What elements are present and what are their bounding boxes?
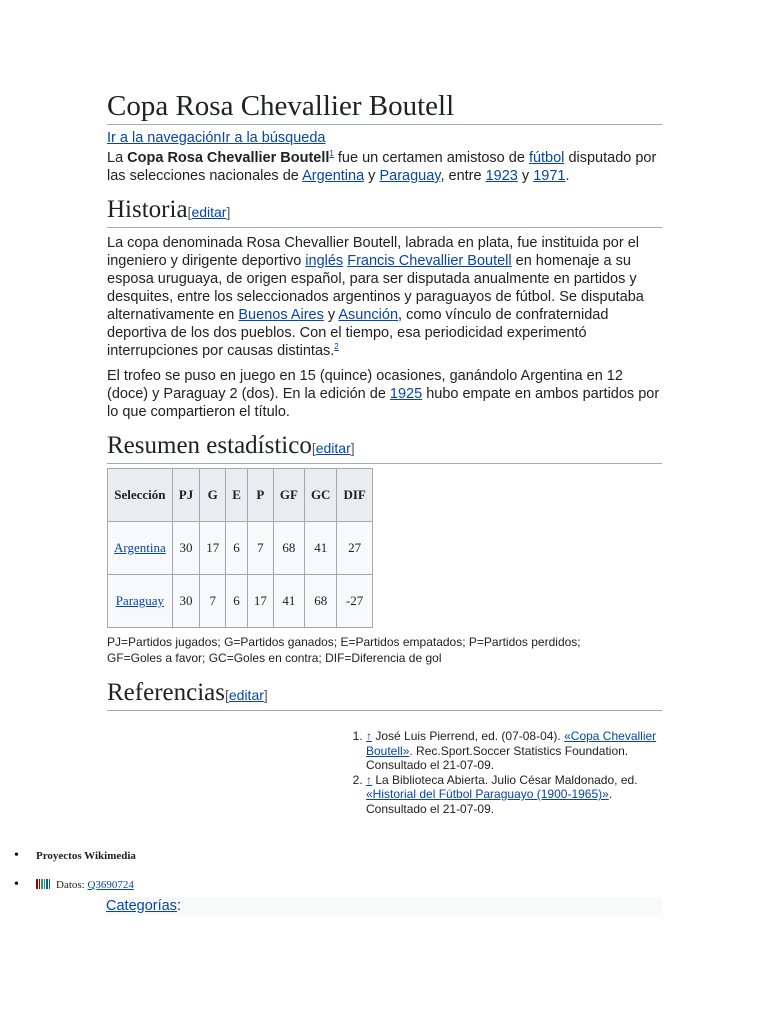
link-ingles[interactable]: inglés: [305, 253, 344, 269]
table-cell: 41: [304, 522, 337, 575]
link-futbol[interactable]: fútbol: [528, 150, 565, 166]
historia-paragraph-2: El trofeo se puso en juego en 15 (quince) ocasiones, ganándolo Argentina en 12 (doce) y Paraguay 2 (dos). En la edición de 1925 hubo empate en ambos partidos por lo que compartieron el título.: [107, 368, 660, 420]
edit-section-resumen: [editar]: [311, 440, 355, 456]
table-cell: [108, 575, 173, 628]
section-heading-historia: Historia[editar]: [107, 195, 662, 228]
projects-heading: Proyectos Wikimedia: [36, 850, 136, 862]
table-cell: 68: [304, 575, 337, 628]
ref-marker-2[interactable]: 2: [334, 342, 339, 352]
table-cell: 17: [247, 575, 273, 628]
edit-link-resumen[interactable]: editar: [315, 440, 351, 456]
jump-to-navigation-link[interactable]: Ir a la navegación: [107, 130, 222, 146]
table-cell: [108, 522, 173, 575]
stats-table: [107, 468, 373, 628]
col-header: P: [247, 469, 273, 522]
projects-heading-item: [14, 846, 136, 875]
link-1923[interactable]: 1923: [485, 168, 518, 184]
table-cell: 30: [172, 575, 199, 628]
team-link-argentina[interactable]: Argentina: [114, 540, 166, 555]
historia-paragraph-1: La copa denominada Rosa Chevallier Boutell, labrada en plata, fue instituida por el ingeniero y dirigente deportivo inglés Francis Chevallier Boutell en homenaje a su esposa uruguaya, de origen español, para ser disputada anualmente en partidos y desquites, entre los seleccionados argentinos y paraguayos de fútbol. Se disputaba alternativamente en Buenos Aires y Asunción, como vínculo de confraternidad deportiva de los dos pueblos. Con el tiempo, esa periodicidad experimentó interrupciones por causas distintas.$^2$: [107, 235, 644, 359]
wikimedia-projects: [14, 846, 136, 904]
table-cell: 6: [226, 522, 248, 575]
table-cell: 6: [226, 575, 248, 628]
ref-back-arrow[interactable]: ↑: [366, 772, 372, 787]
ref-link-historial[interactable]: «Historial del Fútbol Paraguayo (1900-1965)»: [366, 787, 609, 801]
table-cell: 30: [172, 522, 199, 575]
edit-section-historia: [editar]: [187, 204, 231, 220]
table-row: [108, 575, 373, 628]
section-heading-resumen: Resumen estadístico[editar]: [107, 431, 662, 464]
ref-link-copa-chevallier[interactable]: «Copa Chevallier Boutell»: [366, 729, 657, 758]
col-header: DIF: [337, 469, 372, 522]
col-header: E: [226, 469, 248, 522]
table-cell: 68: [273, 522, 304, 575]
link-1925[interactable]: 1925: [389, 386, 423, 402]
wikidata-item: • Datos: Q3690724: [14, 875, 136, 904]
reference-item: 2. ↑ La Biblioteca Abierta. Julio César Maldonado, ed. «Historial del Fútbol Paraguayo (1900-1965)». Consultado el 21-07-09.: [366, 773, 662, 817]
wikidata-barcode-icon: [36, 876, 52, 886]
link-buenos-aires[interactable]: Buenos Aires: [238, 307, 324, 323]
col-header: G: [200, 469, 226, 522]
article-content: [107, 88, 662, 816]
col-header: Selección: [108, 469, 173, 522]
link-asuncion[interactable]: Asunción: [338, 307, 399, 323]
categories-link[interactable]: Categorías: [106, 898, 177, 914]
reference-item: 1. ↑ José Luis Pierrend, ed. (07-08-04). «Copa Chevallier Boutell». Rec.Sport.Soccer Statistics Foundation. Consultado el 21-07-09.: [366, 729, 662, 773]
col-header: PJ: [172, 469, 199, 522]
col-header: GC: [304, 469, 337, 522]
col-header: GF: [273, 469, 304, 522]
ref-back-arrow[interactable]: ↑: [366, 729, 372, 743]
link-francis-chevallier-boutell[interactable]: Francis Chevallier Boutell: [347, 253, 512, 269]
team-link-paraguay[interactable]: Paraguay: [115, 593, 165, 608]
wikidata-link[interactable]: Q3690724: [87, 879, 134, 891]
table-cell: 27: [337, 522, 372, 575]
link-1971[interactable]: 1971: [533, 168, 566, 184]
ref-marker-1[interactable]: 1: [329, 149, 334, 159]
link-paraguay[interactable]: Paraguay: [379, 168, 441, 184]
lead-paragraph: La Copa Rosa Chevallier Boutell$^1$ fue un certamen amistoso de fútbol disputado por las selecciones nacionales de Argentina y Paraguay, entre 1923 y 1971.: [107, 149, 657, 184]
edit-link-referencias[interactable]: editar: [228, 687, 264, 703]
table-cell: 41: [273, 575, 304, 628]
stats-header-row: [108, 469, 373, 522]
table-cell: 17: [200, 522, 226, 575]
edit-link-historia[interactable]: editar: [191, 204, 227, 220]
table-legend: PJ=Partidos jugados; G=Partidos ganados; E=Partidos empatados; P=Partidos perdidos; GF=Goles a favor; GC=Goles en contra; DIF=Diferencia de gol: [107, 635, 581, 665]
page-title: Copa Rosa Chevallier Boutell: [107, 88, 662, 125]
jump-to-search-link[interactable]: Ir a la búsqueda: [221, 130, 326, 146]
link-argentina[interactable]: Argentina: [302, 168, 365, 184]
table-cell: -27: [337, 575, 372, 628]
jump-links: [107, 129, 662, 147]
categories-bar: Categorías:: [106, 897, 662, 915]
section-heading-referencias: Referencias[editar]: [107, 678, 662, 711]
edit-section-referencias: [editar]: [224, 687, 268, 703]
table-cell: 7: [247, 522, 273, 575]
references-list: [342, 729, 662, 816]
article-subject: Copa Rosa Chevallier Boutell: [127, 150, 330, 166]
table-cell: 7: [200, 575, 226, 628]
table-row: [108, 522, 373, 575]
